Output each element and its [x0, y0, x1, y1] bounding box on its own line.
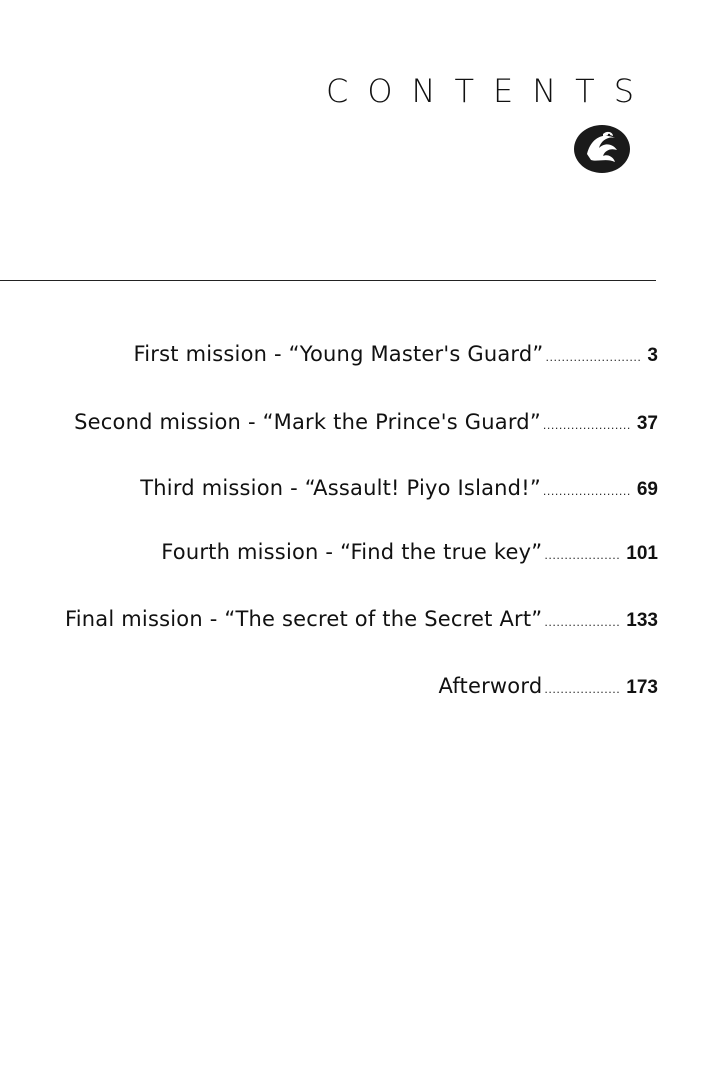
toc-page-number: 173: [626, 677, 658, 698]
toc-entry[interactable]: [134, 342, 658, 367]
toc-entry[interactable]: [140, 476, 658, 501]
toc-page-number: 133: [626, 610, 658, 631]
toc-entry[interactable]: [74, 410, 658, 435]
phoenix-crest-icon: [573, 124, 631, 174]
toc-page-number: 3: [647, 345, 658, 366]
toc-leader-dots: ......................: [542, 485, 631, 498]
toc-entry-title: Fourth mission - “Find the true key”: [161, 540, 543, 564]
toc-entry[interactable]: [65, 607, 658, 632]
toc-page-number: 101: [626, 543, 658, 564]
toc-entry-title: Afterword: [438, 674, 543, 698]
toc-entry-title: Second mission - “Mark the Prince's Guard”: [74, 410, 541, 434]
toc-entry-title: Final mission - “The secret of the Secret Art”: [65, 607, 543, 631]
toc-entry[interactable]: [161, 540, 658, 565]
toc-entry-title: First mission - “Young Master's Guard”: [133, 342, 544, 366]
toc-leader-dots: ...................: [544, 549, 621, 562]
toc-entry[interactable]: [439, 674, 659, 699]
toc-leader-dots: ......................: [542, 419, 631, 432]
toc-leader-dots: ...................: [544, 683, 621, 696]
toc-page-number: 69: [636, 479, 658, 500]
header-divider: [0, 280, 656, 281]
toc-leader-dots: ...................: [544, 616, 621, 629]
toc-leader-dots: ........................: [545, 351, 642, 364]
contents-heading: CONTENTS: [326, 72, 654, 110]
toc-page-number: 37: [636, 413, 658, 434]
toc-entry-title: Third mission - “Assault! Piyo Island!”: [140, 476, 541, 500]
